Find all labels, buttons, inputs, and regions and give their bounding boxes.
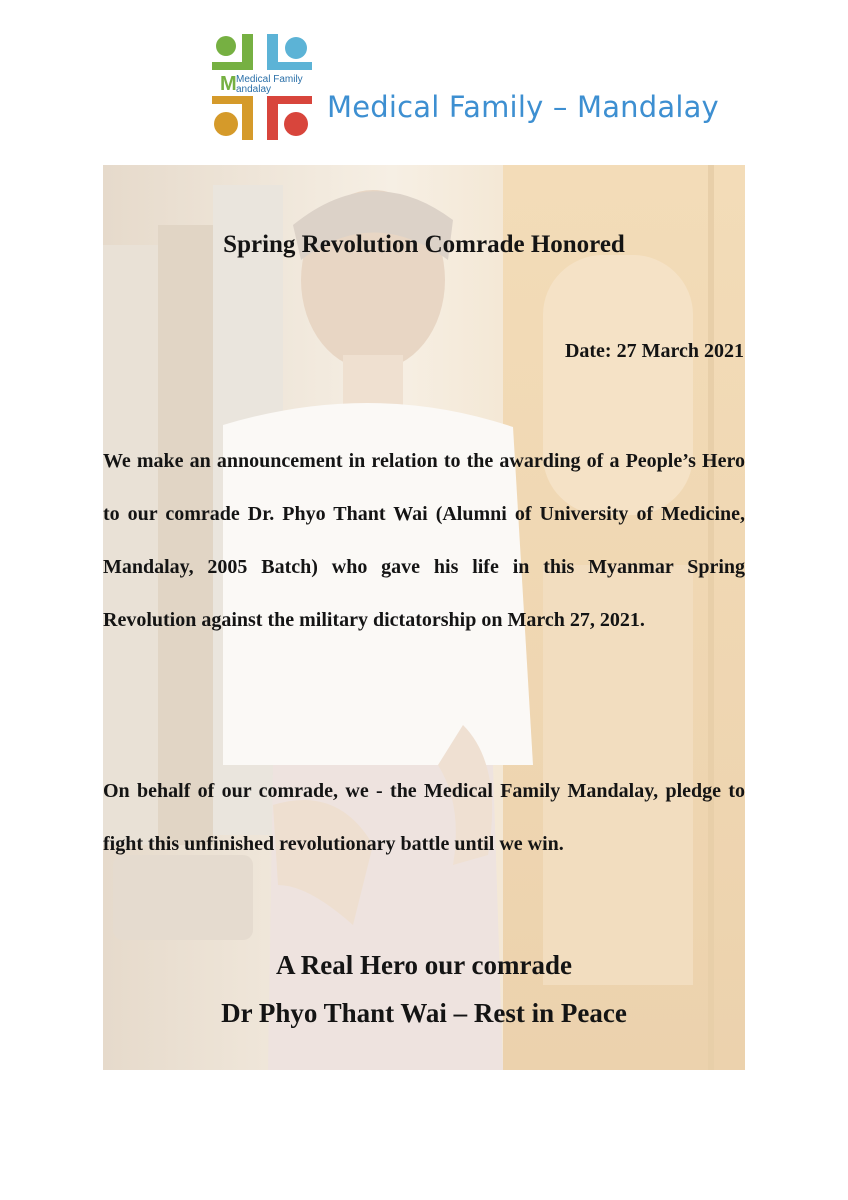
pledge-paragraph: On behalf of our comrade, we - the Medical Family Mandalay, pledge to fight this unfinished revolutionary battle until we win. [103, 780, 745, 855]
logo-text-line2: andalay [236, 84, 272, 95]
org-name: Medical Family – Mandalay [327, 90, 719, 124]
logo-letter: M [220, 73, 237, 95]
medical-family-logo-icon [212, 34, 312, 140]
closing-line-1: A Real Hero our comrade [276, 950, 572, 980]
notice-title: Spring Revolution Comrade Honored [223, 231, 625, 258]
notice-date: Date: 27 March 2021 [564, 340, 744, 362]
closing-line-2: Dr Phyo Thant Wai – Rest in Peace [221, 998, 627, 1028]
announcement-paragraph: We make an announcement in relation to the awarding of a People’s Hero to our comrade Dr. Phyo Thant Wai (Alumni of University of Medicine, Mandalay, 2005 Batch) who gave his life in this Myanmar Spring Revolution against the military dictatorship on March 27, 2021. [103, 450, 745, 631]
logo-text-line1: Medical Family [236, 74, 303, 85]
